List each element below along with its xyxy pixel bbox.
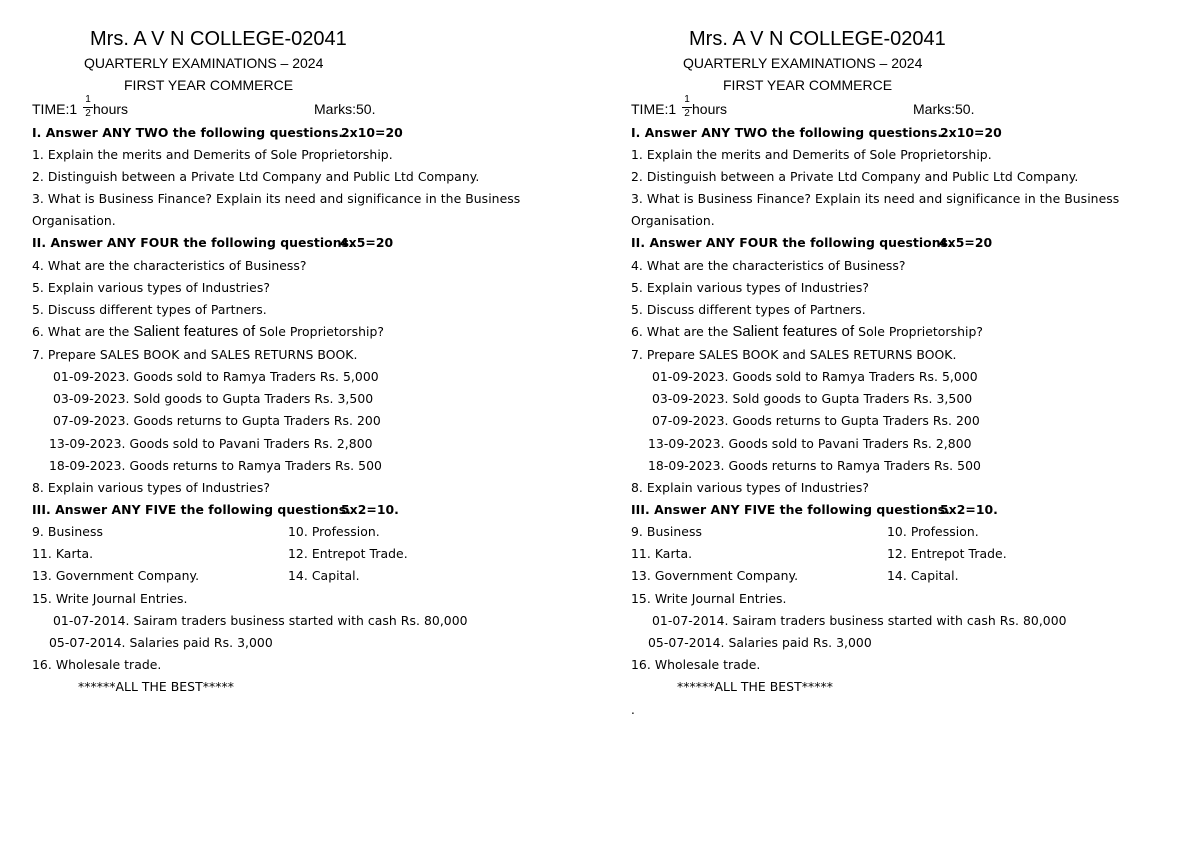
course-name: FIRST YEAR COMMERCE — [124, 77, 294, 93]
section-2-heading — [32, 235, 394, 251]
question-8: 8. Explain various types of Industries? — [631, 480, 869, 495]
question-3-line-2: Organisation. — [32, 213, 116, 228]
question-8: 8. Explain various types of Industries? — [32, 480, 270, 495]
fraction-denominator: 2 — [684, 108, 690, 119]
question-5b: 5. Discuss different types of Partners. — [32, 302, 267, 317]
question-5a: 5. Explain various types of Industries? — [631, 280, 869, 295]
journal-entry-2: 05-07-2014. Salaries paid Rs. 3,000 — [49, 635, 273, 650]
section-heading-text: I. Answer ANY TWO the following questions. — [631, 125, 943, 140]
max-marks: Marks:50. — [314, 101, 376, 117]
section-heading-text: II. Answer ANY FOUR the following questions. — [32, 235, 354, 250]
question-13: 13. Government Company. — [631, 568, 799, 583]
question-11: 11. Karta. — [631, 546, 693, 561]
transaction-4: 13-09-2023. Goods sold to Pavani Traders Rs. 2,800 — [49, 436, 373, 451]
question-9: 9. Business — [32, 524, 103, 539]
section-heading-text: III. Answer ANY FIVE the following questions. — [32, 502, 351, 517]
section-marks: 4x5=20 — [340, 235, 394, 250]
question-6-prefix: 6. What are the — [631, 324, 733, 339]
section-marks: 5x2=10. — [341, 502, 399, 517]
section-marks: 4x5=20 — [939, 235, 993, 250]
transaction-2: 03-09-2023. Sold goods to Gupta Traders Rs. 3,500 — [652, 391, 973, 406]
section-heading-text: III. Answer ANY FIVE the following questions. — [631, 502, 950, 517]
exam-title: QUARTERLY EXAMINATIONS – 2024 — [84, 55, 324, 71]
college-name: Mrs. A V N COLLEGE-02041 — [90, 28, 347, 50]
transaction-1: 01-09-2023. Goods sold to Ramya Traders Rs. 5,000 — [652, 369, 978, 384]
question-6-emphasis: Salient features of — [133, 323, 256, 340]
transaction-4: 13-09-2023. Goods sold to Pavani Traders Rs. 2,800 — [648, 436, 972, 451]
question-6-emphasis: Salient features of — [732, 323, 855, 340]
question-2: 2. Distinguish between a Private Ltd Company and Public Ltd Company. — [631, 169, 1079, 184]
time-fraction — [83, 94, 93, 122]
question-15: 15. Write Journal Entries. — [32, 591, 188, 606]
section-marks: 2x10=20 — [940, 125, 1002, 140]
transaction-1: 01-09-2023. Goods sold to Ramya Traders Rs. 5,000 — [53, 369, 379, 384]
question-5a: 5. Explain various types of Industries? — [32, 280, 270, 295]
question-4: 4. What are the characteristics of Business? — [32, 258, 307, 273]
transaction-5: 18-09-2023. Goods returns to Ramya Traders Rs. 500 — [648, 458, 981, 473]
question-15: 15. Write Journal Entries. — [631, 591, 787, 606]
max-marks: Marks:50. — [913, 101, 975, 117]
section-1-heading — [32, 125, 403, 141]
section-heading-text: I. Answer ANY TWO the following questions. — [32, 125, 344, 140]
journal-entry-1: 01-07-2014. Sairam traders business started with cash Rs. 80,000 — [53, 613, 468, 628]
fraction-denominator: 2 — [85, 108, 91, 119]
question-1: 1. Explain the merits and Demerits of Sole Proprietorship. — [32, 147, 393, 162]
course-name: FIRST YEAR COMMERCE — [723, 77, 893, 93]
transaction-3: 07-09-2023. Goods returns to Gupta Traders Rs. 200 — [652, 413, 980, 428]
time-label: TIME:1 — [631, 101, 677, 117]
question-6 — [32, 324, 384, 340]
question-14: 14. Capital. — [887, 568, 959, 583]
exam-title: QUARTERLY EXAMINATIONS – 2024 — [683, 55, 923, 71]
question-3-line-2: Organisation. — [631, 213, 715, 228]
question-7: 7. Prepare SALES BOOK and SALES RETURNS BOOK. — [32, 347, 358, 362]
question-11: 11. Karta. — [32, 546, 94, 561]
question-6 — [631, 324, 983, 340]
closing-wish: ******ALL THE BEST***** — [78, 679, 234, 694]
question-13: 13. Government Company. — [32, 568, 200, 583]
section-marks: 5x2=10. — [940, 502, 998, 517]
time-fraction — [682, 94, 692, 122]
transaction-5: 18-09-2023. Goods returns to Ramya Traders Rs. 500 — [49, 458, 382, 473]
question-1: 1. Explain the merits and Demerits of Sole Proprietorship. — [631, 147, 992, 162]
college-name: Mrs. A V N COLLEGE-02041 — [689, 28, 946, 50]
question-7: 7. Prepare SALES BOOK and SALES RETURNS BOOK. — [631, 347, 957, 362]
section-1-heading — [631, 125, 1002, 141]
time-unit: hours — [692, 101, 728, 117]
journal-entry-2: 05-07-2014. Salaries paid Rs. 3,000 — [648, 635, 872, 650]
trailing-dot: . — [631, 703, 635, 717]
question-6-suffix: Sole Proprietorship? — [255, 324, 385, 339]
time-label: TIME:1 — [32, 101, 78, 117]
question-3-line-1: 3. What is Business Finance? Explain its need and significance in the Business — [32, 191, 521, 206]
section-3-heading — [32, 502, 399, 518]
transaction-2: 03-09-2023. Sold goods to Gupta Traders Rs. 3,500 — [53, 391, 374, 406]
journal-entry-1: 01-07-2014. Sairam traders business started with cash Rs. 80,000 — [652, 613, 1067, 628]
closing-wish: ******ALL THE BEST***** — [677, 679, 833, 694]
section-3-heading — [631, 502, 998, 518]
time-unit: hours — [93, 101, 129, 117]
question-2: 2. Distinguish between a Private Ltd Company and Public Ltd Company. — [32, 169, 480, 184]
question-6-suffix: Sole Proprietorship? — [854, 324, 984, 339]
question-12: 12. Entrepot Trade. — [887, 546, 1007, 561]
question-14: 14. Capital. — [288, 568, 360, 583]
question-12: 12. Entrepot Trade. — [288, 546, 408, 561]
fraction-numerator: 1 — [684, 94, 690, 105]
time-marks-row — [631, 94, 1151, 122]
transaction-3: 07-09-2023. Goods returns to Gupta Traders Rs. 200 — [53, 413, 381, 428]
question-6-prefix: 6. What are the — [32, 324, 134, 339]
question-10: 10. Profession. — [887, 524, 979, 539]
question-16: 16. Wholesale trade. — [32, 657, 162, 672]
section-marks: 2x10=20 — [341, 125, 403, 140]
section-2-heading — [631, 235, 993, 251]
fraction-numerator: 1 — [85, 94, 91, 105]
question-5b: 5. Discuss different types of Partners. — [631, 302, 866, 317]
question-9: 9. Business — [631, 524, 702, 539]
question-16: 16. Wholesale trade. — [631, 657, 761, 672]
time-marks-row — [32, 94, 552, 122]
section-heading-text: II. Answer ANY FOUR the following questions. — [631, 235, 953, 250]
question-10: 10. Profession. — [288, 524, 380, 539]
question-3-line-1: 3. What is Business Finance? Explain its need and significance in the Business — [631, 191, 1120, 206]
question-4: 4. What are the characteristics of Business? — [631, 258, 906, 273]
